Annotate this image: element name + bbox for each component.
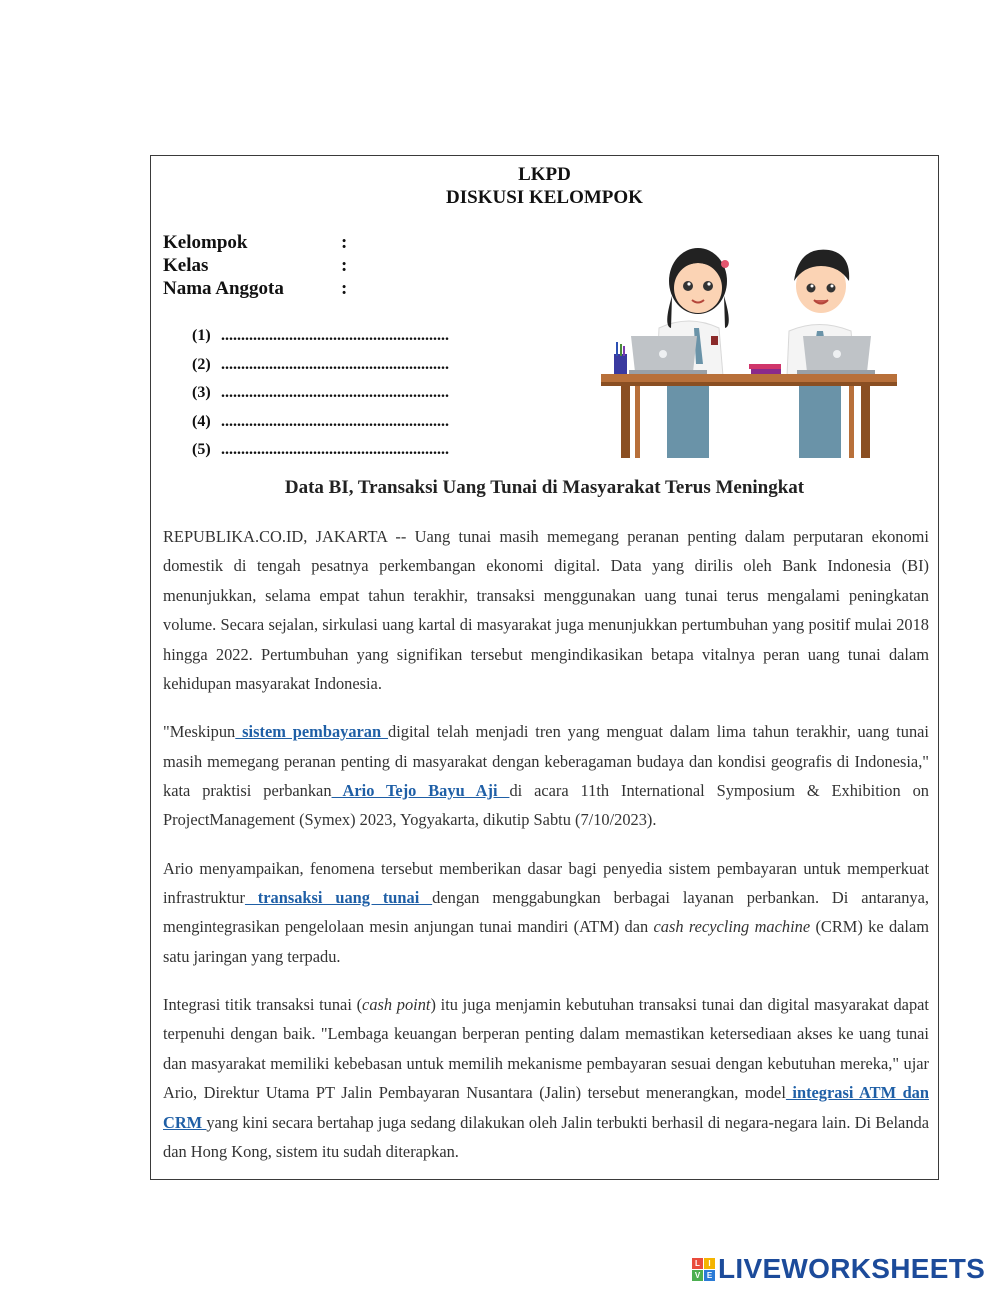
field-label: Kelompok bbox=[163, 232, 248, 253]
text-run: Ario menyampaikan, fenomena tersebut memberikan dasar bagi penyedia sistem pembayaran untuk memperkuat infrastruktur bbox=[163, 858, 929, 908]
link-sistem-pembayaran[interactable]: sistem pembayaran bbox=[235, 722, 389, 742]
member-number: (3) bbox=[192, 384, 211, 401]
member-number: (5) bbox=[192, 441, 211, 458]
link-transaksi-uang-tunai[interactable]: transaksi uang tunai bbox=[244, 888, 433, 908]
brand-name: LIVEWORKSHEETS bbox=[718, 1253, 986, 1284]
member-line bbox=[192, 379, 449, 408]
pen-holder bbox=[614, 342, 627, 374]
field-nama-anggota bbox=[163, 277, 347, 300]
member-number: (2) bbox=[192, 355, 211, 373]
member-list bbox=[192, 322, 449, 465]
member-dots: ......................................................... bbox=[221, 327, 449, 344]
text-run: (CRM) ke dalam satu jaringan yang terpadu. bbox=[163, 917, 929, 966]
students-illustration bbox=[599, 236, 899, 461]
paragraph-1: REPUBLIKA.CO.ID, JAKARTA -- Uang tunai masih memegang peranan penting dalam perputaran ekonomi domestik di tengah pesatnya perkembangan ekonomi digital. Data yang dirilis oleh Bank Indonesia (BI) menunjukkan, selama empat tahun terakhir, transaksi menggunakan uang tunai terus mengalami peningkatan volume. Secara sejalan, sirkulasi uang kartal di masyarakat juga menunjukkan pertumbuhan yang positif mulai 2018 hingga 2022. Pertumbuhan yang signifikan tersebut mengindikasikan betapa vitalnya peran uang tunai dalam kehidupan masyarakat Indonesia. bbox=[163, 527, 929, 694]
paragraph-3 bbox=[163, 854, 929, 972]
text-run: digital telah menjadi tren yang menguat dalam lima tahun terakhir, uang tunai masih memegang peranan penting di masyarakat dengan keberagaman budaya dan kondisi geografis di Indonesia," kata praktisi perbankan bbox=[163, 722, 929, 801]
member-line bbox=[192, 322, 449, 351]
paragraph-4 bbox=[163, 990, 929, 1166]
book-stack bbox=[749, 364, 781, 374]
article-body bbox=[163, 522, 929, 1185]
field-label: Kelas bbox=[163, 255, 209, 276]
member-line bbox=[192, 408, 449, 437]
logo-letter: L bbox=[692, 1258, 703, 1269]
member-dots: ......................................................... bbox=[221, 384, 449, 401]
text-run: dengan menggabungkan berbagai layanan perbankan. Di antaranya, mengintegrasikan pengelolaan mesin anjungan tunai mandiri (ATM) dan bbox=[163, 888, 929, 937]
logo-letter: E bbox=[704, 1270, 715, 1281]
text-run: Integrasi titik transaksi tunai ( bbox=[163, 995, 363, 1015]
article-headline: Data BI, Transaksi Uang Tunai di Masyarakat Terus Meningkat bbox=[284, 477, 805, 498]
text-run: di acara 11th International Symposium & Exhibition on ProjectManagement (Symex) 2023, Yogyakarta, dikutip Sabtu (7/10/2023). bbox=[163, 781, 929, 830]
text-run: yang kini secara bertahap juga sedang dilakukan oleh Jalin terbukti berhasil di negara-negara lain. Di Belanda dan Hong Kong, sistem itu sudah diterapkan. bbox=[163, 1112, 929, 1162]
laptop-right bbox=[797, 336, 875, 374]
worksheet-title: LKPD bbox=[518, 164, 571, 185]
member-dots: ......................................................... bbox=[221, 441, 449, 458]
italic-term: cash recycling machine bbox=[653, 917, 811, 937]
member-dots: ......................................................... bbox=[221, 355, 449, 373]
logo-letter: V bbox=[692, 1270, 703, 1281]
field-label: Nama Anggota bbox=[163, 278, 284, 299]
field-colon: : bbox=[341, 232, 348, 253]
member-number: (4) bbox=[192, 412, 211, 430]
text-run: "Meskipun bbox=[163, 722, 236, 742]
member-dots: ......................................................... bbox=[221, 412, 449, 430]
paragraph-2 bbox=[163, 717, 929, 835]
logo-grid-icon bbox=[692, 1258, 715, 1281]
logo-letter: I bbox=[704, 1258, 715, 1269]
link-ario-tejo-bayu-aji[interactable]: Ario Tejo Bayu Aji bbox=[331, 781, 510, 801]
member-line bbox=[192, 351, 449, 380]
field-kelompok bbox=[163, 231, 347, 254]
desk bbox=[601, 374, 897, 458]
field-colon: : bbox=[341, 255, 348, 276]
text-run: ) itu juga menjamin kebutuhan transaksi tunai dan digital masyarakat dapat terpenuhi dengan baik. "Lembaga keuangan berperan penting dalam memastikan ketersediaan akses ke uang tunai dan masyarakat memiliki kebebasan untuk memilih mekanisme pembayaran sesuai dengan kebutuhan mereka," ujar Ario, Direktur Utama PT Jalin Pembayaran Nusantara (Jalin) tersebut menerangkan, model bbox=[163, 995, 929, 1103]
member-line bbox=[192, 436, 449, 465]
liveworksheets-logo[interactable] bbox=[692, 1254, 985, 1284]
worksheet-frame bbox=[150, 155, 939, 1180]
worksheet-subtitle: DISKUSI KELOMPOK bbox=[446, 187, 643, 208]
member-number: (1) bbox=[192, 327, 211, 344]
field-kelas bbox=[163, 254, 347, 277]
link-integrasi-atm-dan-crm[interactable]: integrasi ATM dan CRM bbox=[163, 1083, 929, 1132]
field-colon: : bbox=[341, 278, 348, 299]
group-info bbox=[163, 231, 347, 300]
italic-term: cash point bbox=[362, 995, 431, 1015]
